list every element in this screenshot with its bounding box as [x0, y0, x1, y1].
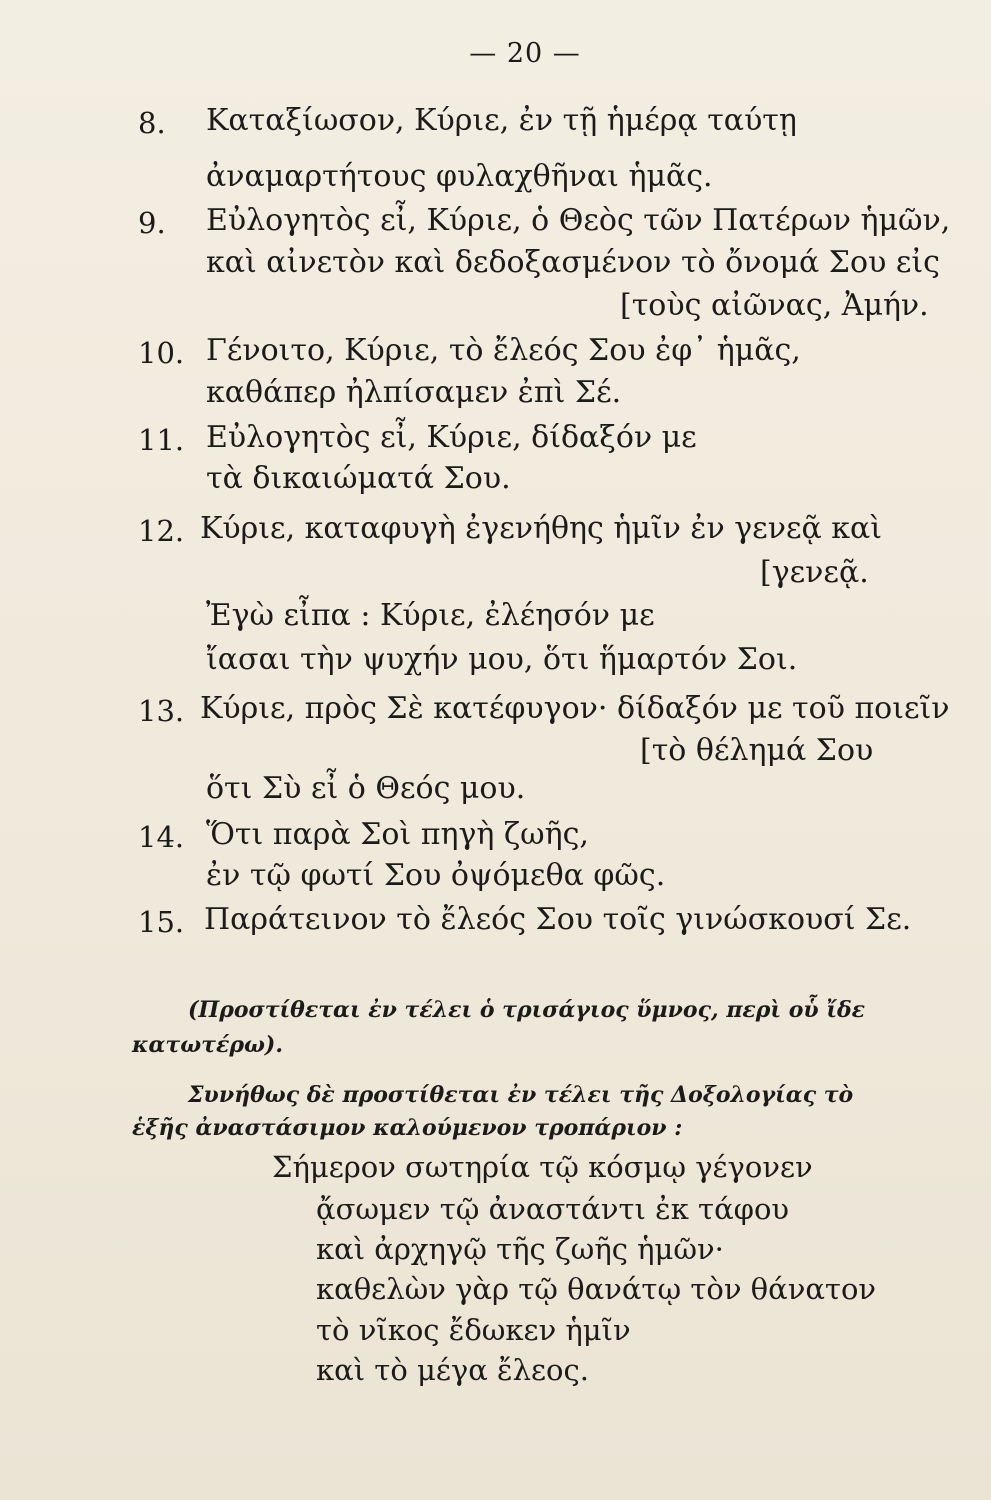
verse-11-line-1: Εὐλογητὸς εἶ, Κύριε, δίδαξόν με: [206, 420, 697, 455]
note-trisagion-line-1: (Προστίθεται ἐν τέλει ὁ τρισάγιος ὕμνος, περὶ οὗ ἴδε: [188, 997, 866, 1023]
note-trisagion-line-2: κατωτέρω).: [132, 1032, 283, 1058]
verse-number-12: 12.: [138, 514, 185, 548]
verse-13-line-1: Κύριε, πρὸς Σὲ κατέφυγον· δίδαξόν με τοῦ ποιεῖν: [200, 691, 950, 726]
troparion-line-5: τὸ νῖκος ἔδωκεν ἡμῖν: [316, 1313, 631, 1347]
verse-9-line-3: [τοὺς αἰῶνας, Ἀμήν.: [620, 288, 929, 323]
verse-number-8: 8.: [138, 106, 166, 140]
verse-12-line-4: ἴασαι τὴν ψυχήν μου, ὅτι ἥμαρτόν Σοι.: [206, 642, 798, 677]
troparion-line-6: καὶ τὸ μέγα ἔλεος.: [316, 1353, 589, 1387]
verse-15-line-1: Παράτεινον τὸ ἔλεός Σου τοῖς γινώσκουσί Σε.: [204, 902, 912, 937]
verse-9-line-2: καὶ αἰνετὸν καὶ δεδοξασμένον τὸ ὄνομά Σου εἰς: [206, 245, 940, 280]
verse-13-line-3: ὅτι Σὺ εἶ ὁ Θεός μου.: [206, 771, 526, 806]
verse-number-11: 11.: [138, 423, 185, 457]
note-troparion-line-1: Συνήθως δὲ προστίθεται ἐν τέλει τῆς Δοξολογίας τὸ: [188, 1082, 854, 1108]
verse-12-line-1: Κύριε, καταφυγὴ ἐγενήθης ἡμῖν ἐν γενεᾷ καὶ: [200, 511, 883, 546]
troparion-line-3: καὶ ἀρχηγῷ τῆς ζωῆς ἡμῶν·: [316, 1232, 724, 1266]
verse-13-line-2: [τὸ θέλημά Σου: [640, 733, 874, 768]
verse-number-15: 15.: [138, 905, 185, 939]
verse-11-line-2: τὰ δικαιώματά Σου.: [206, 461, 511, 496]
verse-number-10: 10.: [138, 336, 185, 370]
troparion-line-4: καθελὼν γὰρ τῷ θανάτῳ τὸν θάνατον: [316, 1272, 877, 1306]
verse-14-line-1: Ὅτι παρὰ Σοὶ πηγὴ ζωῆς,: [206, 817, 589, 852]
verse-14-line-2: ἐν τῷ φωτί Σου ὀψόμεθα φῶς.: [206, 858, 666, 893]
verse-12-line-3: Ἐγὼ εἶπα : Κύριε, ἐλέησόν με: [206, 598, 655, 633]
verse-8-line-2: ἀναμαρτήτους φυλαχθῆναι ἡμᾶς.: [206, 159, 713, 194]
verse-12-line-2: [γενεᾷ.: [760, 555, 869, 590]
verse-number-14: 14.: [138, 820, 185, 854]
verse-10-line-2: καθάπερ ἠλπίσαμεν ἐπὶ Σέ.: [206, 375, 622, 410]
troparion-line-2: ᾄσωμεν τῷ ἀναστάντι ἐκ τάφου: [316, 1192, 790, 1226]
verse-8-line-1: Καταξίωσον, Κύριε, ἐν τῇ ἡμέρᾳ ταύτῃ: [206, 103, 797, 138]
troparion-line-1: Σήμερον σωτηρία τῷ κόσμῳ γέγονεν: [272, 1150, 813, 1184]
verse-number-13: 13.: [138, 694, 185, 728]
note-troparion-line-2: ἑξῆς ἀναστάσιμον καλούμενον τροπάριον :: [132, 1115, 683, 1141]
verse-9-line-1: Εὐλογητὸς εἶ, Κύριε, ὁ Θεὸς τῶν Πατέρων ἡμῶν,: [206, 203, 951, 238]
verse-10-line-1: Γένοιτο, Κύριε, τὸ ἔλεός Σου ἐφ᾽ ἡμᾶς,: [206, 333, 801, 368]
page-number: — 20 —: [469, 38, 581, 69]
verse-number-9: 9.: [138, 206, 166, 240]
